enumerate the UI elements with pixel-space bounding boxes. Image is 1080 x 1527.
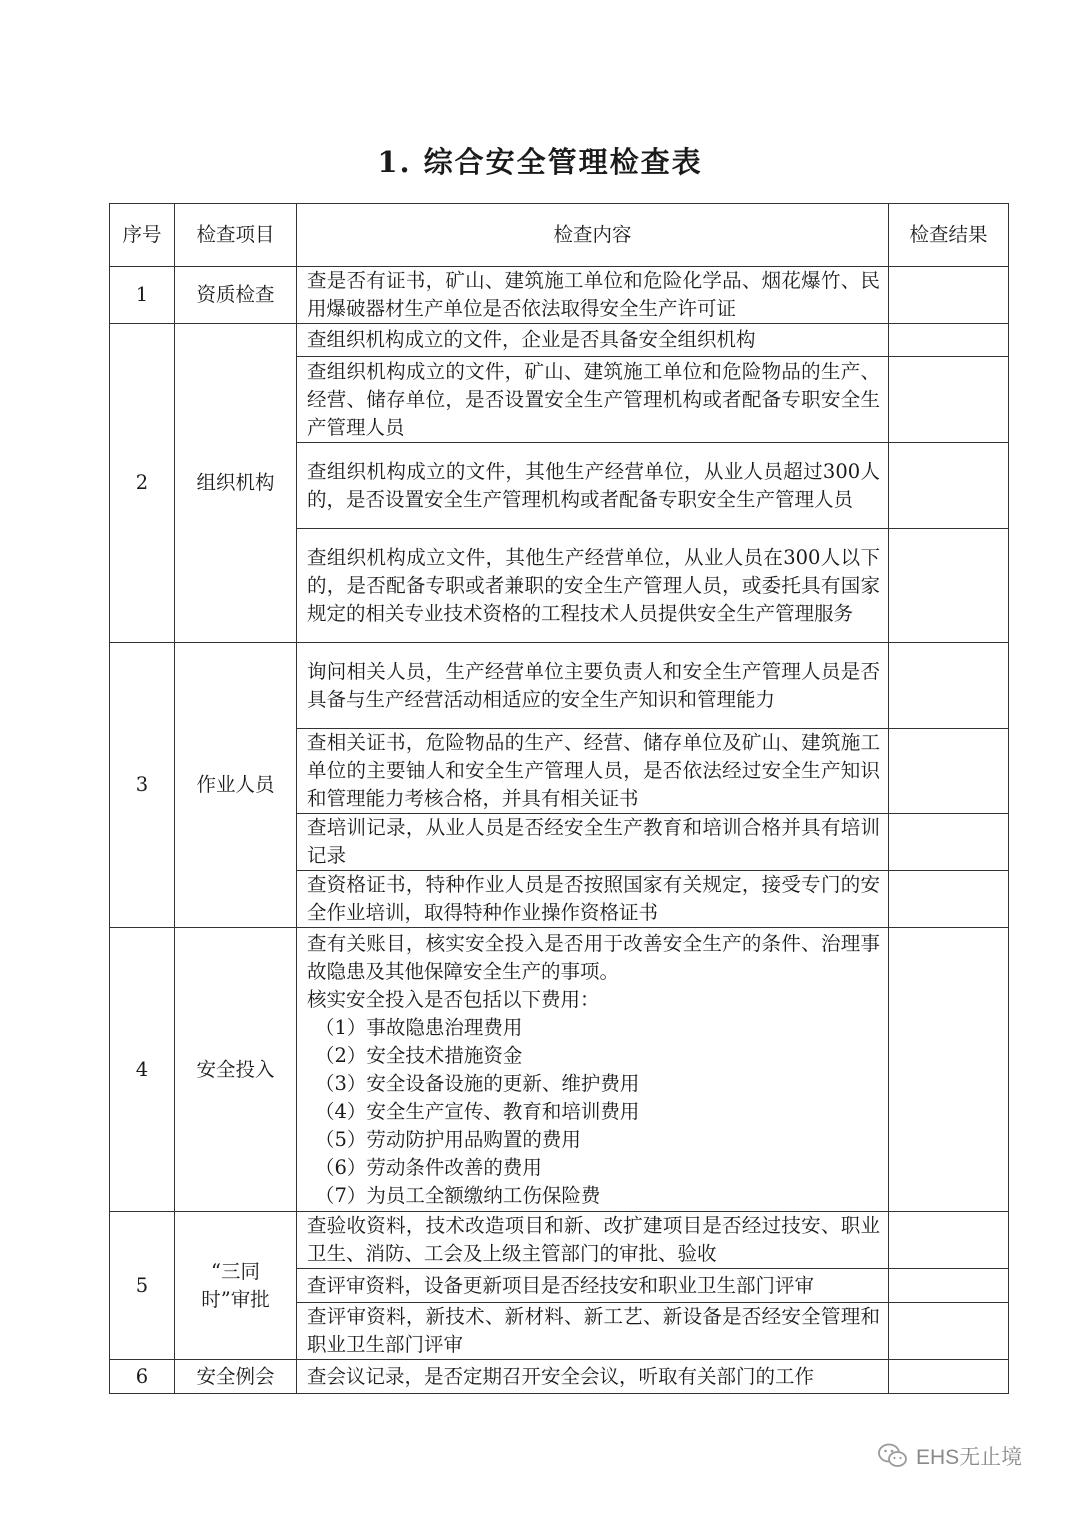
table-row (110, 928, 1009, 1212)
cell-seq: 4 (110, 928, 175, 1212)
cell-item: 安全投入 (175, 928, 297, 1212)
cell-result[interactable] (889, 643, 1009, 729)
cell-result[interactable] (889, 267, 1009, 324)
cell-result[interactable] (889, 529, 1009, 643)
cell-result[interactable] (889, 1360, 1009, 1394)
content-line: （2）安全技术措施资金 (315, 1043, 523, 1067)
inspection-table (109, 203, 1009, 1394)
content-line: 查组织机构成立的文件，企业是否具备安全组织机构 (307, 328, 756, 351)
content-line: 查组织机构成立的文件，其他生产经营单位，从业人员超过300人的，是否设置安全生产管理机构或者配备专职安全生产管理人员 (307, 459, 880, 511)
cell-seq: 3 (110, 643, 175, 928)
header-content: 检查内容 (297, 204, 889, 267)
content-line: 查有关账目，核实安全投入是否用于改善安全生产的条件、治理事故隐患及其他保障安全生产的事项。 (307, 931, 880, 983)
content-line: 核实安全投入是否包括以下费用： (307, 987, 600, 1011)
cell-content (297, 814, 889, 871)
watermark (878, 1436, 1022, 1476)
content-line: 查资格证书，特种作业人员是否按照国家有关规定，接受专门的安全作业培训，取得特种作业操作资格证书 (307, 873, 880, 924)
watermark-text: EHS无止境 (916, 1446, 1023, 1469)
header-item: 检查项目 (175, 204, 297, 267)
content-line: 查培训记录，从业人员是否经安全生产教育和培训合格并具有培训记录 (307, 816, 880, 867)
wechat-icon (878, 1443, 908, 1469)
content-line: （1）事故隐患治理费用 (315, 1015, 523, 1039)
content-line: 查相关证书，危险物品的生产、经营、储存单位及矿山、建筑施工单位的主要铀人和安全生产管理人员，是否依法经过安全生产知识和管理能力考核合格，并具有相关证书 (307, 731, 880, 810)
cell-content (297, 871, 889, 928)
content-line: 查组织机构成立文件，其他生产经营单位，从业人员在300人以下的，是否配备专职或者兼职的安全生产管理人员，或委托具有国家规定的相关专业技术资格的工程技术人员提供安全生产管理服务 (307, 545, 880, 625)
content-line: 查会议记录，是否定期召开安全会议，听取有关部门的工作 (307, 1364, 815, 1388)
table-row (110, 267, 1009, 324)
cell-seq: 2 (110, 324, 175, 643)
cell-result[interactable] (889, 357, 1009, 443)
cell-content (297, 267, 889, 324)
table-row (110, 324, 1009, 357)
cell-result[interactable] (889, 814, 1009, 871)
cell-content (297, 1360, 889, 1394)
cell-content (297, 643, 889, 729)
cell-result[interactable] (889, 1212, 1009, 1269)
content-line: （4）安全生产宣传、教育和培训费用 (315, 1099, 640, 1123)
content-line: （3）安全设备设施的更新、维护费用 (315, 1071, 640, 1095)
page-title: 1. 综合安全管理检查表 (377, 145, 703, 179)
cell-content (297, 1269, 889, 1303)
cell-item: 资质检查 (175, 267, 297, 324)
table-body (110, 267, 1009, 1394)
content-line: （6）劳动条件改善的费用 (315, 1155, 542, 1179)
table-row (110, 1360, 1009, 1394)
cell-content (297, 324, 889, 357)
cell-item: 作业人员 (175, 643, 297, 928)
cell-result[interactable] (889, 324, 1009, 357)
cell-content (297, 1212, 889, 1269)
content-line: 查评审资料，新技术、新材料、新工艺、新设备是否经安全管理和职业卫生部门评审 (307, 1305, 880, 1356)
content-line: 查组织机构成立的文件，矿山、建筑施工单位和危险物品的生产、经营、储存单位，是否设置安全生产管理机构或者配备专职安全生产管理人员 (307, 359, 880, 439)
cell-content (297, 1303, 889, 1360)
cell-seq: 1 (110, 267, 175, 324)
table-row (110, 1212, 1009, 1269)
cell-content (297, 729, 889, 814)
cell-result[interactable] (889, 443, 1009, 529)
content-line: 查是否有证书，矿山、建筑施工单位和危险化学品、烟花爆竹、民用爆破器材生产单位是否依法取得安全生产许可证 (307, 269, 880, 320)
cell-result[interactable] (889, 928, 1009, 1212)
cell-result[interactable] (889, 871, 1009, 928)
cell-result[interactable] (889, 1303, 1009, 1360)
content-line: 询问相关人员，生产经营单位主要负责人和安全生产管理人员是否具备与生产经营活动相适应的安全生产知识和管理能力 (307, 659, 880, 711)
content-line: （5）劳动防护用品购置的费用 (315, 1127, 581, 1151)
content-line: 查评审资料，设备更新项目是否经技安和职业卫生部门评审 (307, 1273, 815, 1297)
cell-item: “三同时”审批 (175, 1212, 297, 1360)
cell-result[interactable] (889, 729, 1009, 814)
cell-seq: 5 (110, 1212, 175, 1360)
cell-result[interactable] (889, 1269, 1009, 1303)
cell-item: 安全例会 (175, 1360, 297, 1394)
cell-seq: 6 (110, 1360, 175, 1394)
table-header-row (110, 204, 1009, 267)
cell-content (297, 443, 889, 529)
table-row (110, 643, 1009, 729)
cell-item: 组织机构 (175, 324, 297, 643)
cell-content (297, 529, 889, 643)
header-seq: 序号 (110, 204, 175, 267)
content-line: （7）为员工全额缴纳工伤保险费 (315, 1183, 601, 1207)
content-line: 查验收资料，技术改造项目和新、改扩建项目是否经过技安、职业卫生、消防、工会及上级主管部门的审批、验收 (307, 1214, 880, 1265)
header-result: 检查结果 (889, 204, 1009, 267)
cell-content (297, 928, 889, 1212)
cell-content (297, 357, 889, 443)
